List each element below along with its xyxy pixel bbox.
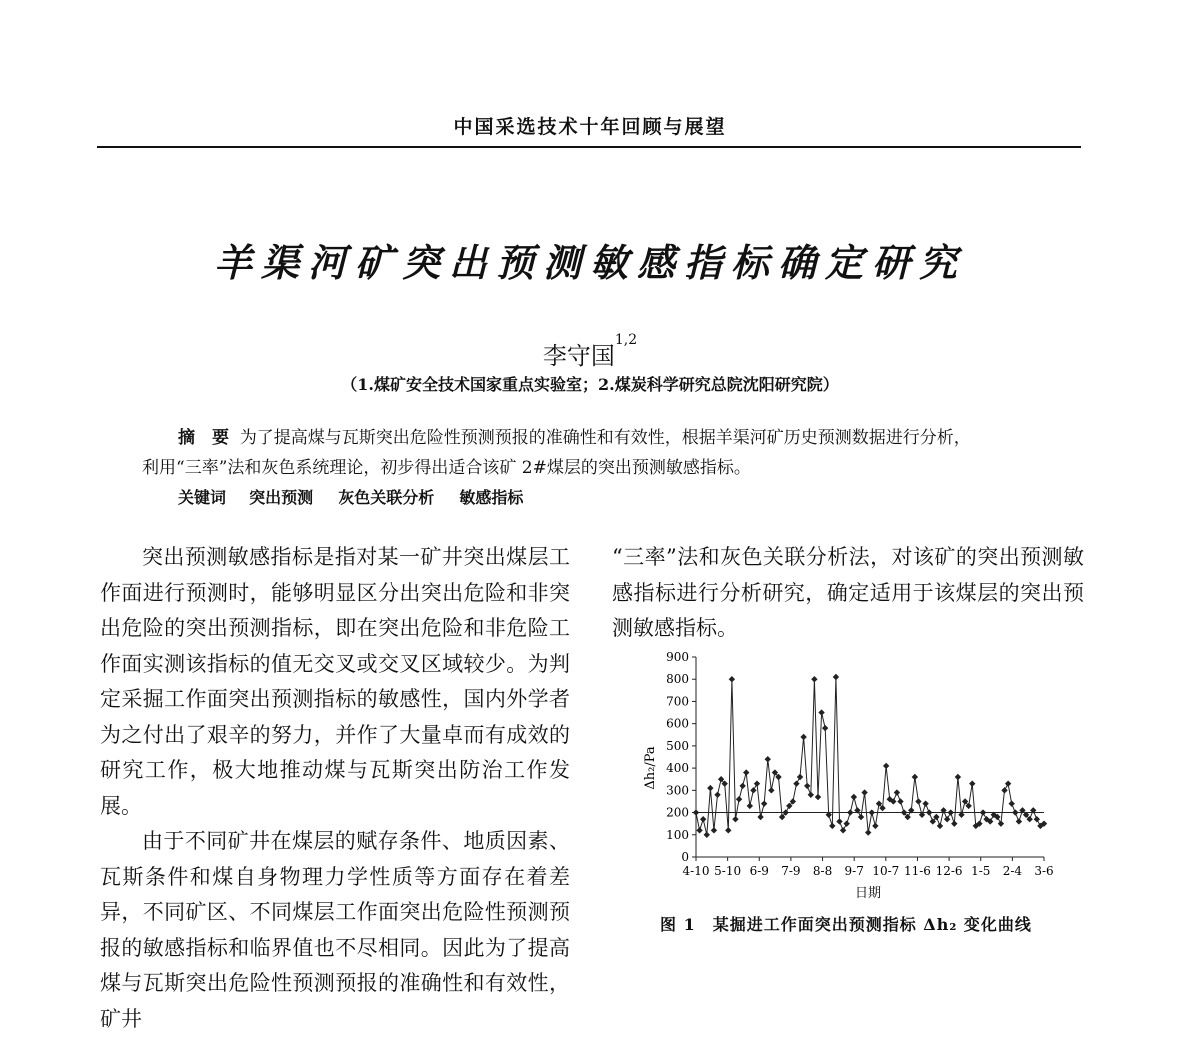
data-point (858, 814, 864, 820)
data-point (861, 789, 867, 795)
data-point (732, 816, 738, 822)
data-point (811, 676, 817, 682)
y-tick-label: 200 (666, 805, 689, 820)
data-point (693, 809, 699, 815)
data-point (750, 787, 756, 793)
y-axis-label: Δh₂/Pa (643, 746, 658, 790)
data-point (1012, 809, 1018, 815)
data-point (768, 787, 774, 793)
y-tick-label: 300 (666, 783, 689, 798)
left-column (100, 540, 570, 1037)
data-point (729, 676, 735, 682)
x-tick-label: 4-10 (682, 864, 710, 878)
data-point (808, 792, 814, 798)
keyword-item: 突出预测 (249, 488, 314, 507)
x-tick-label: 12-6 (935, 864, 963, 878)
series-line (696, 677, 1044, 835)
data-point (818, 709, 824, 715)
y-tick-label: 100 (666, 827, 689, 842)
data-point (833, 674, 839, 680)
data-point (1001, 787, 1007, 793)
data-point (714, 792, 720, 798)
y-tick-label: 500 (666, 738, 689, 753)
x-axis-label: 日期 (854, 886, 882, 901)
data-point (843, 820, 849, 826)
data-point (793, 780, 799, 786)
y-tick-label: 700 (666, 694, 689, 709)
data-point (926, 809, 932, 815)
data-point (739, 783, 745, 789)
data-point (1034, 816, 1040, 822)
keywords (178, 485, 543, 508)
author-name: 李守国 (542, 342, 615, 370)
y-tick-label: 0 (681, 850, 689, 864)
y-tick-label: 900 (666, 650, 689, 664)
data-point (912, 774, 918, 780)
figure-caption: 图 1 某掘进工作面突出预测指标 Δh₂ 变化曲线 (660, 915, 1032, 934)
data-point (1016, 818, 1022, 824)
x-tick-label: 8-8 (812, 864, 833, 878)
right-column (612, 540, 1084, 647)
data-point (872, 823, 878, 829)
data-point (865, 829, 871, 835)
y-tick-label: 400 (666, 761, 689, 776)
data-point (736, 796, 742, 802)
data-point (822, 725, 828, 731)
x-tick-label: 9-7 (844, 864, 864, 878)
data-point (804, 783, 810, 789)
x-tick-label: 5-10 (714, 864, 742, 878)
keyword-item: 灰色关联分析 (338, 488, 435, 507)
data-point (836, 818, 842, 824)
x-tick-label: 6-9 (749, 864, 769, 878)
data-point (711, 827, 717, 833)
author-line (0, 332, 1180, 371)
body-paragraph: 突出预测敏感指标是指对某一矿井突出煤层工作面进行预测时，能够明显区分出突出危险和非突出危险的突出预测指标，即在突出危险和非危险工作面实测该指标的值无交叉或交叉区域较少。为判定采掘工作面突出预测指标的敏感性，国内外学者为之付出了艰辛的努力，并作了大量卓而有成效的研究工作，极大地推动煤与瓦斯突出防治工作发展。 (100, 545, 570, 818)
figure-chart (636, 648, 1076, 906)
abstract-text-1: 为了提高煤与瓦斯突出危险性预测预报的准确性和有效性，根据羊渠河矿历史预测数据进行分析， (239, 428, 971, 448)
data-point (1005, 780, 1011, 786)
data-point (897, 798, 903, 804)
x-tick-label: 2-4 (1002, 864, 1023, 878)
data-point (707, 785, 713, 791)
data-point (829, 823, 835, 829)
paper-title: 羊渠河矿突出预测敏感指标确定研究 (213, 240, 966, 285)
data-point (757, 814, 763, 820)
keyword-item: 敏感指标 (459, 488, 524, 507)
data-point (894, 789, 900, 795)
x-tick-label: 11-6 (903, 864, 931, 878)
running-title: 中国采选技术十年回顾与展望 (453, 116, 727, 138)
x-tick-label: 3-6 (1034, 864, 1054, 878)
data-point (800, 734, 806, 740)
data-point (797, 774, 803, 780)
data-point (747, 803, 753, 809)
data-point (869, 809, 875, 815)
x-tick-label: 7-9 (781, 864, 801, 878)
data-point (851, 794, 857, 800)
data-point (815, 794, 821, 800)
data-point (847, 809, 853, 815)
abstract (142, 423, 1042, 483)
data-point (840, 827, 846, 833)
chart-axes (666, 650, 1054, 878)
data-point (700, 816, 706, 822)
abstract-line-2: 利用“三率”法和灰色系统理论，初步得出适合该矿 2#煤层的突出预测敏感指标。 (142, 458, 751, 478)
y-tick-label: 800 (666, 672, 689, 687)
data-point (754, 780, 760, 786)
data-point (725, 827, 731, 833)
affiliation: （1.煤矿安全技术国家重点实验室；2.煤炭科学研究总院沈阳研究院） (341, 375, 839, 394)
data-point (743, 769, 749, 775)
header-rule (97, 146, 1081, 148)
data-point (761, 800, 767, 806)
author-affiliation-marks: 1,2 (614, 332, 638, 348)
data-point (951, 820, 957, 826)
data-point (937, 823, 943, 829)
y-tick-label: 600 (666, 716, 689, 731)
data-point (704, 832, 710, 838)
x-tick-label: 10-7 (872, 864, 900, 878)
body-paragraph: “三率”法和灰色关联分析法，对该矿的突出预测敏感指标进行分析研究，确定适用于该煤层的突出预测敏感指标。 (612, 545, 1084, 640)
data-point (883, 763, 889, 769)
data-point (955, 774, 961, 780)
data-point (948, 809, 954, 815)
data-point (944, 816, 950, 822)
x-tick-label: 1-5 (971, 864, 991, 878)
body-paragraph: 由于不同矿井在煤层的赋存条件、地质因素、瓦斯条件和煤自身物理力学性质等方面存在着差异，不同矿区、不同煤层工作面突出危险性预测预报的敏感指标和临界值也不尽相同。因此为了提高煤与瓦斯突出危险性预测预报的准确性和有效性，矿井 (100, 829, 570, 1031)
abstract-label: 摘 要 (178, 428, 229, 448)
data-point (980, 809, 986, 815)
data-point (915, 798, 921, 804)
chart-series (693, 674, 1047, 838)
abstract-line-1 (142, 423, 1042, 453)
data-point (765, 756, 771, 762)
data-point (1009, 800, 1015, 806)
data-point (696, 827, 702, 833)
data-point (922, 800, 928, 806)
keywords-label: 关键词 (178, 488, 227, 507)
data-point (998, 820, 1004, 826)
data-point (969, 780, 975, 786)
